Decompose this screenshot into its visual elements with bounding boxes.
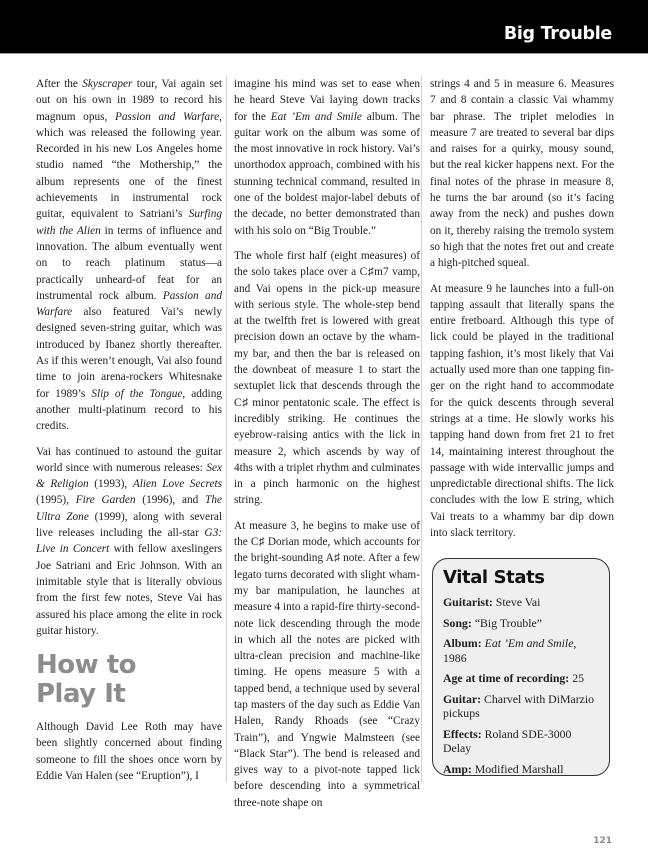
stat-row bbox=[443, 692, 601, 721]
stat-label: Age at time of recording: bbox=[443, 671, 570, 685]
paragraph bbox=[430, 281, 614, 542]
stat-value: Modified Marshall bbox=[474, 761, 564, 776]
column-1 bbox=[36, 76, 222, 793]
stat-value: 25 bbox=[572, 671, 584, 685]
stat-label: Amp: bbox=[443, 761, 472, 776]
text-run: (1995), bbox=[36, 494, 76, 507]
header-bar bbox=[0, 0, 648, 54]
stat-value-italic: Eat ’Em and Smile, bbox=[484, 636, 577, 650]
stat-label: Guitarist: bbox=[443, 595, 493, 609]
text-run: tour, Vai again set out on his own in 1989 to record his magnum opus, bbox=[36, 78, 222, 123]
text-run: strings 4 and 5 in measure 6. Measures 7 and 8 contain a classic Vai whammy bar phrase. The triplet melodies in measure 7 are treated to several bar dips and raises for a quirky, mousy sound, but the real kicker happens next. For the final notes of the phrase in measure 8, he turns the bar around (so it’s facing away from the neck) and pushes down on it, thereby raising the tremolo system so high that the notes fret out and create a high-pitched squeal. bbox=[430, 78, 614, 270]
paragraph bbox=[234, 248, 420, 509]
stat-row bbox=[443, 727, 601, 756]
stat-row bbox=[443, 762, 601, 777]
italic-text-run: Sex & Religion bbox=[36, 461, 222, 491]
text-run: , which was released the following year. Recorded in his new Los Angeles home studio named “the Mothership,” the album represents one of the finest achievements in instrumental rock guitar, equivalent to Satriani’s bbox=[36, 110, 222, 221]
stat-row bbox=[443, 595, 601, 610]
section-heading-line: How to bbox=[36, 650, 136, 681]
paragraph bbox=[36, 719, 222, 784]
text-run: imagine his mind was set to ease when he heard Steve Vai laying down tracks for the bbox=[234, 78, 420, 123]
paragraph bbox=[36, 76, 222, 435]
stat-value: Roland SDE-3000 Delay bbox=[443, 726, 572, 755]
stat-label: Effects: bbox=[443, 726, 482, 741]
text-run: , adding another multi-platinum record to his credits. bbox=[36, 387, 222, 433]
text-run: album. The guitar work on the album was some of the most innovative in rock history. Vai’s unorthodox approach, combined with his stunning technical command, resulted in one of the boldest major-label debuts of the decade, no better demonstrated than with his solo on “Big Trouble.” bbox=[234, 110, 420, 237]
column-divider bbox=[421, 76, 422, 782]
stat-row bbox=[443, 671, 601, 686]
stat-value: Steve Vai bbox=[495, 595, 541, 609]
italic-text-run: The Ultra Zone bbox=[36, 494, 222, 523]
stat-label: Album: bbox=[443, 636, 482, 650]
stat-row bbox=[443, 616, 601, 631]
text-run: with fellow axeslingers Joe Satriani and Eric Johnson. With an inimitable style that is literally obvious from the first few notes, Steve Vai has assured his place among the elite in rock guitar history. bbox=[36, 543, 222, 637]
column-3 bbox=[430, 76, 614, 550]
stat-value: 1986 bbox=[443, 650, 467, 665]
italic-text-run: Passion and Warfare bbox=[36, 289, 222, 319]
vital-stats-box bbox=[432, 558, 610, 776]
text-run: (1999), along with several live releases including the all-star bbox=[36, 510, 222, 540]
section-heading bbox=[36, 651, 222, 709]
paragraph bbox=[234, 518, 420, 811]
vital-stats-title: Vital Stats bbox=[443, 567, 545, 588]
stat-label: Guitar: bbox=[443, 691, 482, 706]
text-run: After the bbox=[36, 78, 83, 90]
text-run: in terms of influence and innovation. The album eventually went on to reach platinum status—a practically unheard-of feat for an instrumental rock album. bbox=[36, 224, 222, 302]
italic-text-run: Surfing with the Alien bbox=[36, 208, 222, 237]
text-run: At measure 9 he launches into a full-on tapping assault that literally spans the entire fretboard. Although this type of lick could be played in the traditional tapping fashion, it’s most likely that Vai actually used more than one tapping finger on the right hand to accommodate for the quick descents through several strings at a time. He slowly works his tapping hand down from fret 21 to fret 14, maintaining interest throughout the passage with wide intervallic jumps and unpredictable directional shifts. The lick concludes with the low E string, which Vai treats to a whammy bar dip down into slack territory. bbox=[430, 282, 614, 540]
column-2 bbox=[234, 76, 420, 820]
stat-label: Song: bbox=[443, 615, 472, 630]
paragraph bbox=[36, 444, 222, 640]
text-run: (1993), bbox=[88, 478, 133, 491]
section-heading-line: Play It bbox=[36, 679, 126, 710]
page-number: 121 bbox=[593, 836, 612, 846]
italic-text-run: Skyscraper bbox=[82, 78, 133, 90]
column-divider bbox=[226, 76, 227, 782]
paragraph bbox=[234, 76, 420, 239]
italic-text-run: Slip of the Tongue bbox=[91, 387, 183, 400]
text-run: The whole first half (eight measures) of the solo takes place over a C♯m7 vamp, and Vai opens in the pick-up measure with serious style. The whole-step bend at the twelfth fret is lowered with great precision down an octave by the whammy bar, and then the bar is released on the downbeat of measure 1 to start the sextuplet lick that descends through the C♯ minor pentatonic scale. The effect is incredibly striking. He continues the eyebrow-raising antics with the lick in measure 2, which ascends by way of 4ths with a triplet rhythm and culminates in a pinch harmonic on the highest string. bbox=[234, 249, 420, 507]
italic-text-run: Eat ’Em and Smile bbox=[270, 110, 362, 123]
italic-text-run: Passion and Warfare bbox=[114, 110, 220, 123]
text-run: (1996), and bbox=[135, 494, 206, 507]
italic-text-run: Fire Garden bbox=[75, 494, 136, 507]
text-run: Although David Lee Roth may have been slightly concerned about finding someone to fill the shoes once worn by Eddie Van Halen (see “Eruption”), I bbox=[36, 721, 222, 782]
italic-text-run: G3: Live in Concert bbox=[36, 527, 222, 556]
text-run: also featured Vai’s newly designed seven-string guitar, which was introduced by Ibanez shortly thereafter. As if this weren’t enough, Vai also found time to join arena-rockers Whitesnake for 1989’s bbox=[36, 306, 222, 400]
italic-text-run: Alien Love Secrets bbox=[132, 478, 223, 491]
stat-value: Charvel with DiMarzio pickups bbox=[443, 691, 595, 720]
stat-row bbox=[443, 636, 601, 665]
text-run: At measure 3, he begins to make use of the C♯ Dorian mode, which accounts for the bright-sounding A♯ note. After a few legato turns decorated with slight whammy bar manipulation, he launches at measure 4 into a rapid-fire thirty-second-note lick descending through the mode in which all the notes are picked with ultra-clean precision and machine-like timing. He opens measure 5 with a tapped bend, a technique used by several tap masters of the day such as Eddie Van Halen, Randy Rhoads (see “Crazy Train”), and Yngwie Malmsteen (see “Black Star”). The bend is released and gives way to a pivot-note tapped lick before descending into a symmetrical three-note shape on bbox=[234, 519, 421, 809]
paragraph bbox=[430, 76, 614, 272]
stat-value: “Big Trouble” bbox=[474, 615, 542, 630]
text-run: Vai has continued to astound the guitar world since with numerous releases: bbox=[36, 445, 222, 474]
page-title: Big Trouble bbox=[503, 24, 612, 44]
